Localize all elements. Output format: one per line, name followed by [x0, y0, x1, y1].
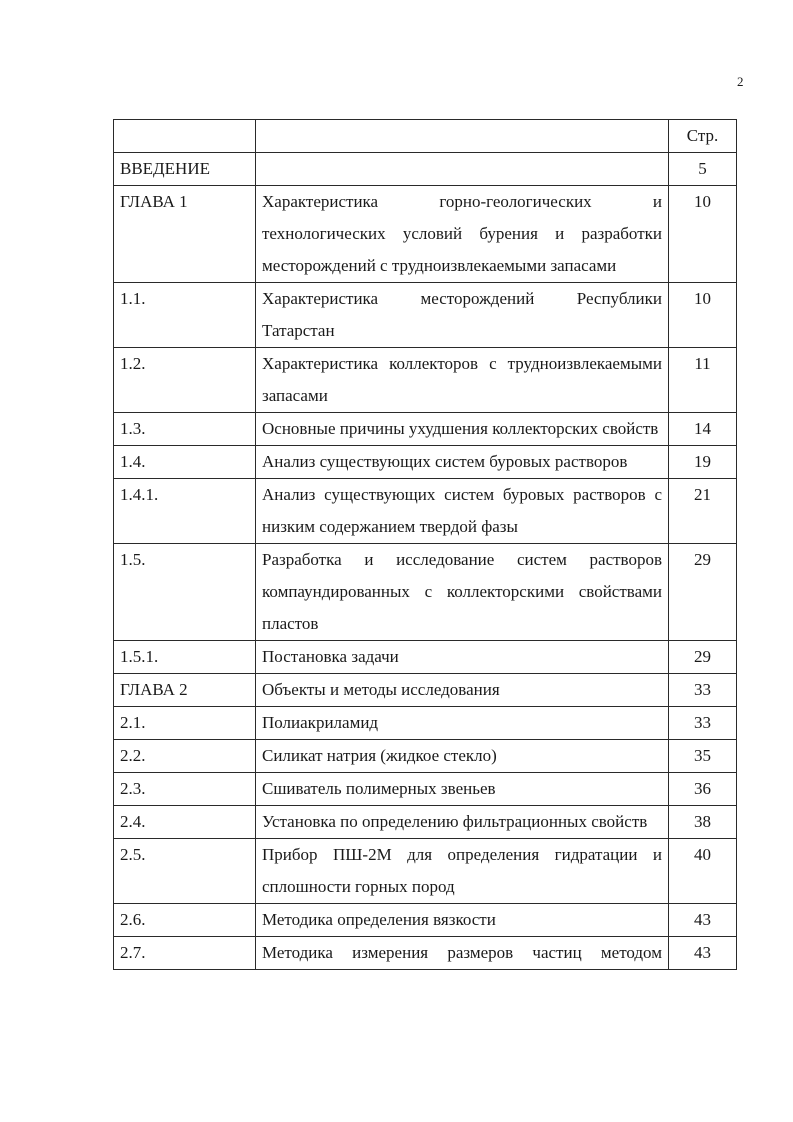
- section-title: Сшиватель полимерных звеньев: [256, 773, 669, 806]
- section-page: 29: [669, 544, 737, 641]
- table-row: [114, 479, 737, 544]
- section-page: 40: [669, 839, 737, 904]
- section-page: 21: [669, 479, 737, 544]
- section-number: 2.1.: [114, 707, 256, 740]
- section-title: Силикат натрия (жидкое стекло): [256, 740, 669, 773]
- section-title: Прибор ПШ-2М для определения гидратации и сплошности горных пород: [256, 839, 669, 904]
- section-title: Характеристика коллекторов с трудноизвлекаемыми запасами: [256, 348, 669, 413]
- section-title: Разработка и исследование систем растворов компаундированных с коллекторскими свойствами пластов: [256, 544, 669, 641]
- section-title: Установка по определению фильтрационных свойств: [256, 806, 669, 839]
- section-page: 19: [669, 446, 737, 479]
- table-row: [114, 348, 737, 413]
- table-row: [114, 707, 737, 740]
- section-title: Полиакриламид: [256, 707, 669, 740]
- section-title: Анализ существующих систем буровых растворов с низким содержанием твердой фазы: [256, 479, 669, 544]
- section-page: 38: [669, 806, 737, 839]
- table-row: [114, 153, 737, 186]
- table-row: [114, 446, 737, 479]
- section-number: ГЛАВА 2: [114, 674, 256, 707]
- section-number: 1.1.: [114, 283, 256, 348]
- section-title: Методика определения вязкости: [256, 904, 669, 937]
- section-page: 10: [669, 283, 737, 348]
- section-page: 35: [669, 740, 737, 773]
- section-number: 1.5.: [114, 544, 256, 641]
- section-page: 33: [669, 674, 737, 707]
- section-title: [256, 153, 669, 186]
- section-number: 2.3.: [114, 773, 256, 806]
- section-title: Объекты и методы исследования: [256, 674, 669, 707]
- section-number: 2.7.: [114, 937, 256, 970]
- section-page: 43: [669, 904, 737, 937]
- table-header-row: [114, 120, 737, 153]
- table-row: [114, 773, 737, 806]
- table-row: [114, 641, 737, 674]
- header-title-cell: [256, 120, 669, 153]
- section-page: 14: [669, 413, 737, 446]
- table-row: [114, 283, 737, 348]
- section-number: 1.4.: [114, 446, 256, 479]
- section-page: 5: [669, 153, 737, 186]
- section-page: 36: [669, 773, 737, 806]
- table-row: [114, 937, 737, 970]
- page-number: 2: [737, 74, 744, 89]
- section-page: 11: [669, 348, 737, 413]
- section-page: 33: [669, 707, 737, 740]
- section-number: ВВЕДЕНИЕ: [114, 153, 256, 186]
- section-page: 43: [669, 937, 737, 970]
- table-row: [114, 186, 737, 283]
- section-number: 1.4.1.: [114, 479, 256, 544]
- section-title: Характеристика горно-геологических и технологических условий бурения и разработки месторождений с трудноизвлекаемыми запасами: [256, 186, 669, 283]
- section-title: Постановка задачи: [256, 641, 669, 674]
- table-row: [114, 674, 737, 707]
- section-number: 1.5.1.: [114, 641, 256, 674]
- section-title: Анализ существующих систем буровых растворов: [256, 446, 669, 479]
- section-page: 10: [669, 186, 737, 283]
- section-number: ГЛАВА 1: [114, 186, 256, 283]
- section-number: 1.2.: [114, 348, 256, 413]
- section-number: 2.4.: [114, 806, 256, 839]
- header-page-cell: Стр.: [669, 120, 737, 153]
- section-number: 2.5.: [114, 839, 256, 904]
- section-title: Основные причины ухудшения коллекторских свойств: [256, 413, 669, 446]
- section-number: 2.6.: [114, 904, 256, 937]
- header-number-cell: [114, 120, 256, 153]
- section-number: 1.3.: [114, 413, 256, 446]
- section-title: Характеристика месторождений Республики Татарстан: [256, 283, 669, 348]
- section-page: 29: [669, 641, 737, 674]
- table-row: [114, 740, 737, 773]
- section-title: Методика измерения размеров частиц методом: [256, 937, 669, 970]
- section-number: 2.2.: [114, 740, 256, 773]
- table-row: [114, 904, 737, 937]
- table-row: [114, 413, 737, 446]
- table-row: [114, 839, 737, 904]
- table-of-contents: [113, 119, 737, 970]
- table-row: [114, 544, 737, 641]
- table-row: [114, 806, 737, 839]
